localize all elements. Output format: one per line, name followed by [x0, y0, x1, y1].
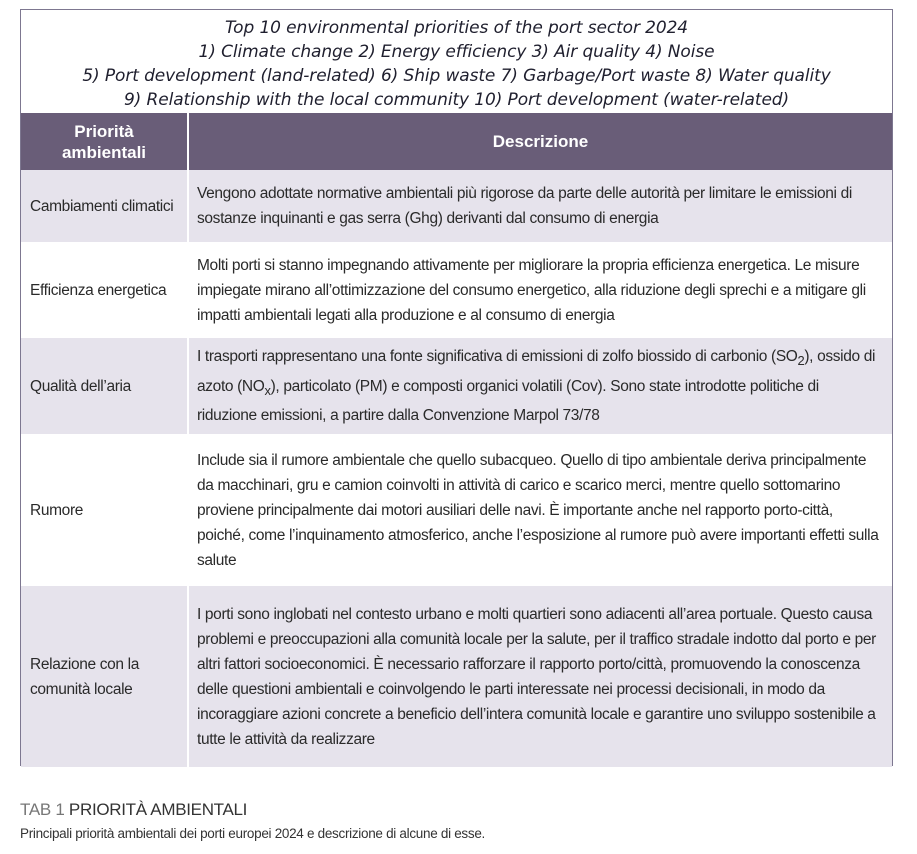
priority-cell-line2: comunità locale — [30, 680, 133, 698]
description-text-part: I trasporti rappresentano una fonte significativa di emissioni di zolfo biossido di carbonio (SO — [197, 348, 798, 366]
priority-cell — [21, 586, 188, 767]
caption-tab-number: TAB 1 — [20, 800, 65, 819]
priority-cell: Qualità dell’aria — [21, 338, 188, 434]
column-header-description: Descrizione — [188, 113, 892, 170]
table-row — [21, 434, 892, 586]
description-text-part: ), ossido di azoto (NO — [197, 348, 876, 395]
description-cell — [188, 338, 892, 434]
priorities-table — [21, 113, 892, 767]
table-row — [21, 242, 892, 338]
description-cell: Include sia il rumore ambientale che quello subacqueo. Quello di tipo ambientale deriva principalmente da macchinari, gru e camion coinvolti in attività di carico e scarico merci, mentre quello sottomarino proviene principalmente dai motori ausiliari delle navi. È importante anche nel rapporto porto-città, poiché, come l’inquinamento atmosferico, anche l’esposizione al rumore può avere importanti effetti sulla salute — [188, 434, 892, 586]
column-header-priority-line1: Priorità — [74, 121, 134, 141]
caption-title — [20, 800, 893, 820]
priorities-table-frame — [20, 9, 893, 766]
column-header-priority — [21, 113, 188, 170]
column-header-priority-line2: ambientali — [61, 142, 147, 162]
description-cell: Molti porti si stanno impegnando attivamente per migliorare la propria efficienza energetica. Le misure impiegate mirano all’ottimizzazione del consumo energetico, alla riduzione degli sprechi e a mitigare gli impatti ambientali legati alla produzione e al consumo di energia — [188, 242, 892, 338]
subscript-x: x — [264, 382, 271, 398]
priority-cell: Rumore — [21, 434, 188, 586]
table-row — [21, 170, 892, 242]
table-header-row — [21, 113, 892, 170]
caption-name: PRIORITÀ AMBIENTALI — [68, 800, 248, 819]
header-line-3: 9) Relationship with the local community 10) Port development (water-related) — [123, 90, 790, 110]
header-line-2: 5) Port development (land-related) 6) Ship waste 7) Garbage/Port waste 8) Water quality — [82, 66, 831, 86]
priorities-header — [21, 10, 892, 113]
priority-cell-line1: Relazione con la — [30, 655, 140, 673]
header-title: Top 10 environmental priorities of the port sector 2024 — [224, 18, 689, 38]
caption-subtitle: Principali priorità ambientali dei porti europei 2024 e descrizione di alcune di esse. — [20, 826, 485, 841]
table-row — [21, 586, 892, 767]
header-line-1: 1) Climate change 2) Energy efficiency 3) Air quality 4) Noise — [198, 42, 715, 62]
table-caption — [20, 800, 893, 844]
subscript-2: 2 — [797, 353, 805, 369]
description-cell: Vengono adottate normative ambientali più rigorose da parte delle autorità per limitare le emissioni di sostanze inquinanti e gas serra (Ghg) derivanti dal consumo di energia — [188, 170, 892, 242]
description-text-part: ), particolato (PM) e composti organici volatili (Cov). Sono state introdotte politiche di riduzione emissioni, a partire dalla Convenzione Marpol 73/78 — [197, 377, 819, 424]
description-cell: I porti sono inglobati nel contesto urbano e molti quartieri sono adiacenti all’area portuale. Questo causa problemi e preoccupazioni alla comunità locale per la salute, per il traffico stradale indotto dal porto e per altri fattori socioeconomici. È necessario rafforzare il rapporto porto/città, promuovendo la conoscenza delle questioni ambientali e coinvolgendo le parti interessate nei processi decisionali, in modo da incoraggiare azioni concrete a beneficio dell’intera comunità locale e garantire uno sviluppo sostenibile a tutte le attività da realizzare — [188, 586, 892, 767]
table-row — [21, 338, 892, 434]
priority-cell: Cambiamenti climatici — [21, 170, 188, 242]
priority-cell: Efficienza energetica — [21, 242, 188, 338]
